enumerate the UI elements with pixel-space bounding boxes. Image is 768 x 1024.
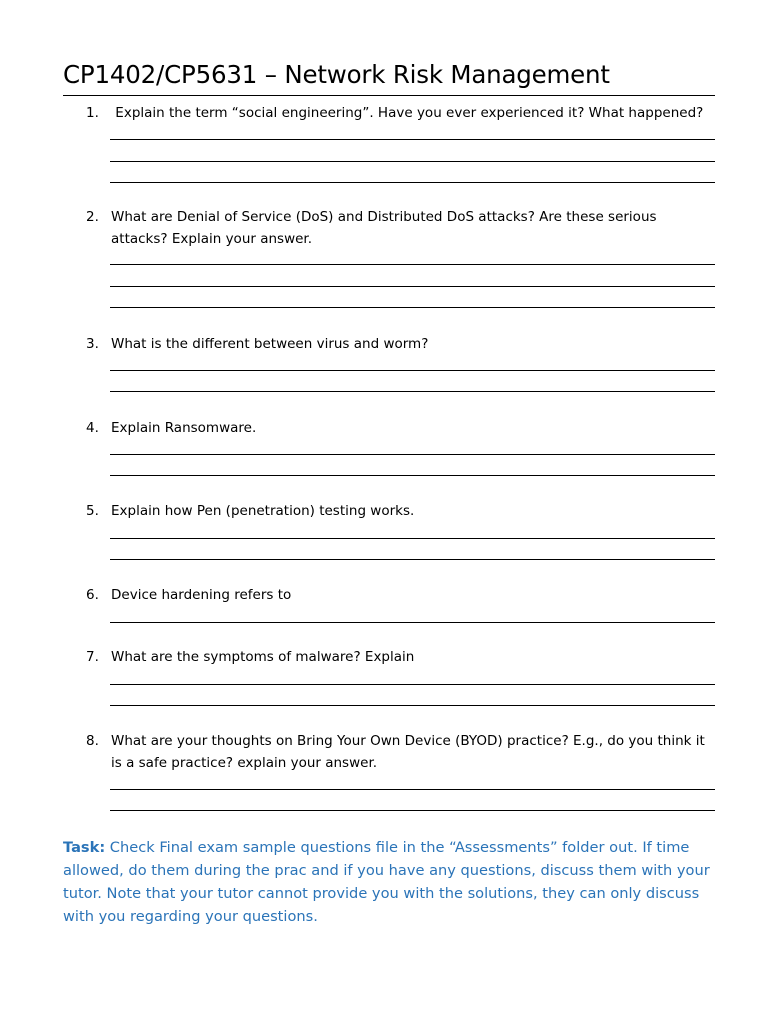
inline-answer-line[interactable] xyxy=(111,608,543,623)
answer-line[interactable] xyxy=(110,705,715,706)
question-number: 7. xyxy=(86,649,99,665)
question-text: Explain the term “social engineering”. Have you ever experienced it? What happened? xyxy=(111,105,704,121)
answer-line[interactable] xyxy=(110,622,715,623)
question-number: 5. xyxy=(86,503,99,519)
question-number: 2. xyxy=(86,209,99,225)
answer-line[interactable] xyxy=(110,182,715,183)
question-text: What are the symptoms of malware? Explain xyxy=(111,649,415,665)
title-underline xyxy=(63,95,715,96)
answer-line[interactable] xyxy=(110,789,715,790)
answer-line[interactable] xyxy=(110,307,715,308)
document-title: CP1402/CP5631 – Network Risk Management xyxy=(63,60,610,89)
question-text: What are Denial of Service (DoS) and Distributed DoS attacks? Are these serious attacks? Explain your answer. xyxy=(111,209,661,247)
question-text: What is the different between virus and worm? xyxy=(111,336,429,352)
answer-line[interactable] xyxy=(110,538,715,539)
question-number: 8. xyxy=(86,733,99,749)
answer-line[interactable] xyxy=(110,391,715,392)
question-number: 6. xyxy=(86,587,99,603)
question-number: 1. xyxy=(86,105,99,121)
question-text: Explain how Pen (penetration) testing works. xyxy=(111,503,415,519)
answer-line[interactable] xyxy=(110,559,715,560)
answer-line[interactable] xyxy=(110,286,715,287)
question-text: What are your thoughts on Bring Your Own Device (BYOD) practice? E.g., do you think it is a safe practice? explain your answer. xyxy=(111,733,710,771)
answer-line[interactable] xyxy=(110,370,715,371)
answer-line[interactable] xyxy=(110,454,715,455)
answer-line[interactable] xyxy=(110,475,715,476)
task-note xyxy=(63,836,713,928)
question-text: Device hardening refers to xyxy=(111,587,292,603)
answer-line[interactable] xyxy=(110,264,715,265)
task-label: Task: xyxy=(63,839,106,856)
answer-line[interactable] xyxy=(110,161,715,162)
task-text: Check Final exam sample questions file in the “Assessments” folder out. If time allowed, do them during the prac and if you have any questions, discuss them with your tutor. Note that your tutor cannot provide you with the solutions, they can only discuss with you regarding your questions. xyxy=(63,839,710,925)
answer-line[interactable] xyxy=(110,810,715,811)
question-text: Explain Ransomware. xyxy=(111,420,257,436)
answer-line[interactable] xyxy=(110,684,715,685)
question-number: 3. xyxy=(86,336,99,352)
answer-line[interactable] xyxy=(110,139,715,140)
question-number: 4. xyxy=(86,420,99,436)
